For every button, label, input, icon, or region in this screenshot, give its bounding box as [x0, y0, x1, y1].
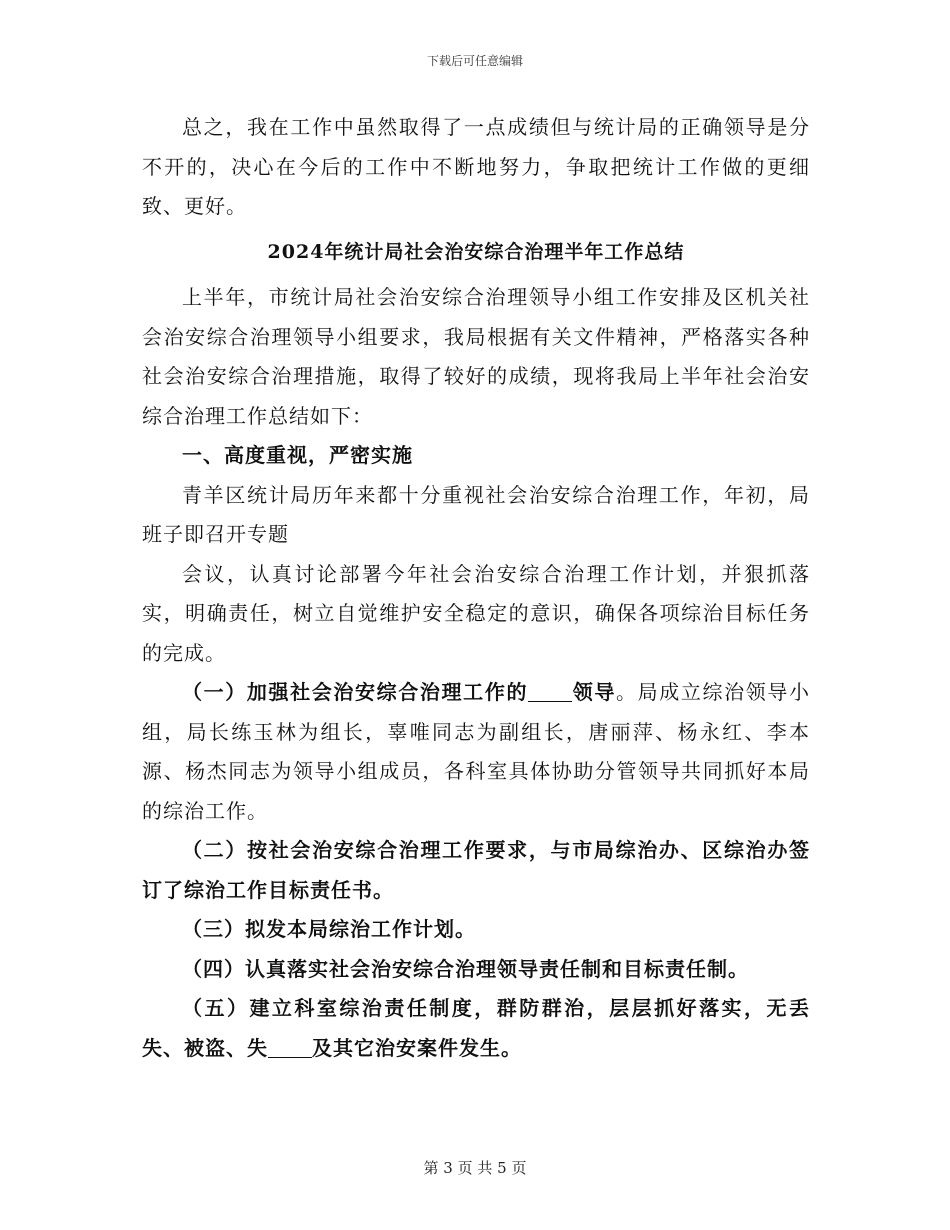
document-body: [142, 108, 810, 1068]
header-note: 下载后可任意编辑: [426, 54, 523, 68]
list-item-4: （四）认真落实社会治安综合治理领导责任制和目标责任制。: [182, 956, 749, 981]
fill-in-blank: [268, 1037, 312, 1058]
paragraph-intro: 上半年，市统计局社会治安综合治理领导小组工作安排及区机关社会治安综合治理领导小组要求，我局根据有关文件精神，严格落实各种社会治安综合治理措施，取得了较好的成绩，现将我局上半年社会治安综合治理工作总结如下：: [142, 285, 810, 428]
paragraph-section1-b: 会议，认真讨论部署今年社会治安综合治理工作计划，并狠抓落实，明确责任，树立自觉维护安全稳定的意识，确保各项综治目标任务的完成。: [142, 561, 810, 665]
paragraph-section1-a: 青羊区统计局历年来都十分重视社会治安综合治理工作，年初，局班子即召开专题: [142, 482, 810, 546]
list-item-1: [142, 673, 810, 831]
paragraph-conclusion: 总之，我在工作中虽然取得了一点成绩但与统计局的正确领导是分不开的，决心在今后的工作中不断地努力，争取把统计工作做的更细致、更好。: [142, 115, 810, 218]
list-item-1-bold-tail: 领导: [572, 680, 616, 704]
list-item-3: （三）拟发本局综治工作计划。: [182, 917, 476, 941]
fill-in-blank: [528, 681, 572, 702]
list-item-2: （二）按社会治安综合治理工作要求，与市局综治办、区综治办签订了综治工作目标责任书。: [142, 838, 810, 902]
list-item-1-bold-lead: （一）加强社会治安综合治理工作的: [182, 680, 529, 704]
list-item-5-text-lead: （五）建立科室综治责任制度，群防群治，层层抓好落实，无丢失、被盗、失: [142, 996, 810, 1060]
document-title: 2024年统计局社会治安综合治理半年工作总结: [267, 240, 685, 263]
list-item-1-text: 。局成立综治领导小组，局长练玉林为组长，辜唯同志为副组长，唐丽萍、杨永红、李本源、杨杰同志为领导小组成员，各科室具体协助分管领导共同抓好本局的综治工作。: [142, 680, 811, 823]
section-heading-1: 一、高度重视，严密实施: [182, 443, 413, 467]
page-number: 第 3 页 共 5 页: [423, 1159, 527, 1177]
list-item-5-text-tail: 及其它治安案件发生。: [312, 1035, 522, 1060]
list-item-5: [142, 989, 810, 1068]
